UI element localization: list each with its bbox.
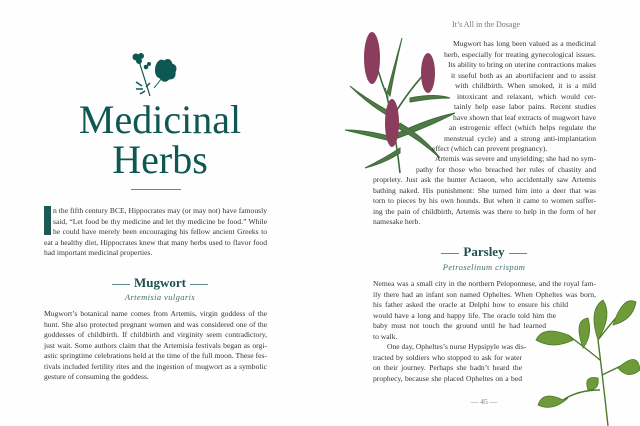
text-line: an estrogenic effect (which helps regulate the — [449, 123, 596, 132]
text-line: namesake herb. — [373, 217, 421, 226]
text-line: baby must not touch the ground until he had learned — [373, 321, 546, 330]
text-line: it useful both as an abortifacient and to assist — [451, 70, 596, 80]
text-line: gesture of consuming the goddess. — [44, 372, 149, 381]
text-line: hunt. She also protected pregnant women and was considered one of the — [44, 319, 267, 329]
page-title-line2: Herbs — [112, 137, 208, 182]
text-line: eat a healthy diet, Hippocrates knew that many herbs used to flavor food — [44, 237, 267, 247]
text-line: Mugwort has long been valued as a medicinal — [453, 39, 596, 48]
text-line: he could have merely been encouraging his fellow ancient Greeks to — [53, 227, 267, 236]
text-line: with childbirth. When smoked, it is a mild — [455, 81, 596, 90]
text-line: menstrual cycle) and a strong anti-implantation — [444, 133, 596, 143]
page-number: — 45 — — [470, 397, 498, 406]
text-line: have shown that leaf extracts of mugwort have — [453, 112, 596, 122]
drop-cap — [44, 206, 51, 235]
text-line: propriety. Just ask the hunter Actaeon, who accidentally saw Artemis — [373, 175, 596, 184]
text-line: on their journey. Perhaps she hadn’t heard the — [373, 363, 522, 372]
text-line: had important medicinal properties. — [44, 248, 153, 257]
text-line: One day, Opheltes’s nurse Hypsipyle was dis- — [387, 342, 527, 351]
text-line: astic springtime celebrations held at the time of the full moon. These fes- — [44, 351, 267, 360]
text-line: herb, especially for treating gynecological issues. — [444, 49, 596, 59]
text-line: pathy for those who breached her rules of chastity and — [416, 164, 596, 174]
text-line: tracted by soldiers who stopped to ask for water — [373, 352, 522, 362]
latin-name-mugwort: Artemisia vulgaris — [124, 292, 196, 302]
running-head: It’s All in the Dosage — [452, 20, 520, 29]
heading-text: Mugwort — [134, 275, 186, 290]
text-line: Artemis was severe and unyielding; she had no sym- — [435, 154, 596, 163]
parsley-illustration — [528, 290, 640, 426]
text-line: Nemea was a small city in the northern Peloponnese, and the royal fam- — [373, 279, 596, 288]
text-line: bathing naked. His punishment: She turned him into a deer that was — [373, 185, 596, 195]
text-line: n the fifth century BCE, Hippocrates may (or may not) have famously — [53, 206, 267, 215]
text-line: said, “Let food be thy medicine and let thy medicine be food.” While — [53, 216, 267, 226]
heading-text: Parsley — [463, 244, 505, 259]
text-line: tainly help ease labor pains. Recent studies — [454, 102, 596, 111]
text-line: intoxicant and relaxant, which would cer- — [457, 91, 596, 101]
text-line: prophecy, because she placed Opheltes on a bed — [373, 373, 522, 383]
text-line: torn to pieces by his own hounds. But when it came to women suffer- — [373, 196, 596, 205]
text-line: tivals included fertility rites and the ingestion of mugwort as a symbolic — [44, 361, 267, 371]
text-line: his father asked the oracle at Delphi how to ensure his child — [373, 300, 568, 309]
section-heading-parsley — [384, 245, 584, 259]
latin-name-parsley: Petroselinum crispum — [442, 262, 526, 272]
text-line: Mugwort’s botanical name comes from Artemis, virgin goddess of the — [44, 309, 267, 318]
section-heading-mugwort — [60, 276, 260, 290]
text-line: Its ability to bring on uterine contractions makes — [448, 60, 596, 69]
page-title-line1: Medicinal — [78, 97, 242, 142]
text-line: goddesses of childbirth. If childbirth and virginity seem contradictory, — [44, 330, 267, 339]
text-line: effect (which can prevent pregnancy). — [432, 144, 548, 153]
text-line: would have a long and happy life. The oracle told him the — [373, 310, 556, 320]
title-divider — [131, 189, 181, 190]
text-line: just wait. Some authors claim that the Artemisia festivals began as orgi- — [44, 340, 267, 350]
text-line: to walk. — [373, 331, 398, 341]
text-line: ing the pain of childbirth, Artemis was there to help in the form of her — [373, 206, 596, 216]
herb-sprig-icon — [126, 52, 180, 102]
text-line: ily there had an infant son named Opheltes. When Opheltes was born, — [373, 289, 596, 299]
